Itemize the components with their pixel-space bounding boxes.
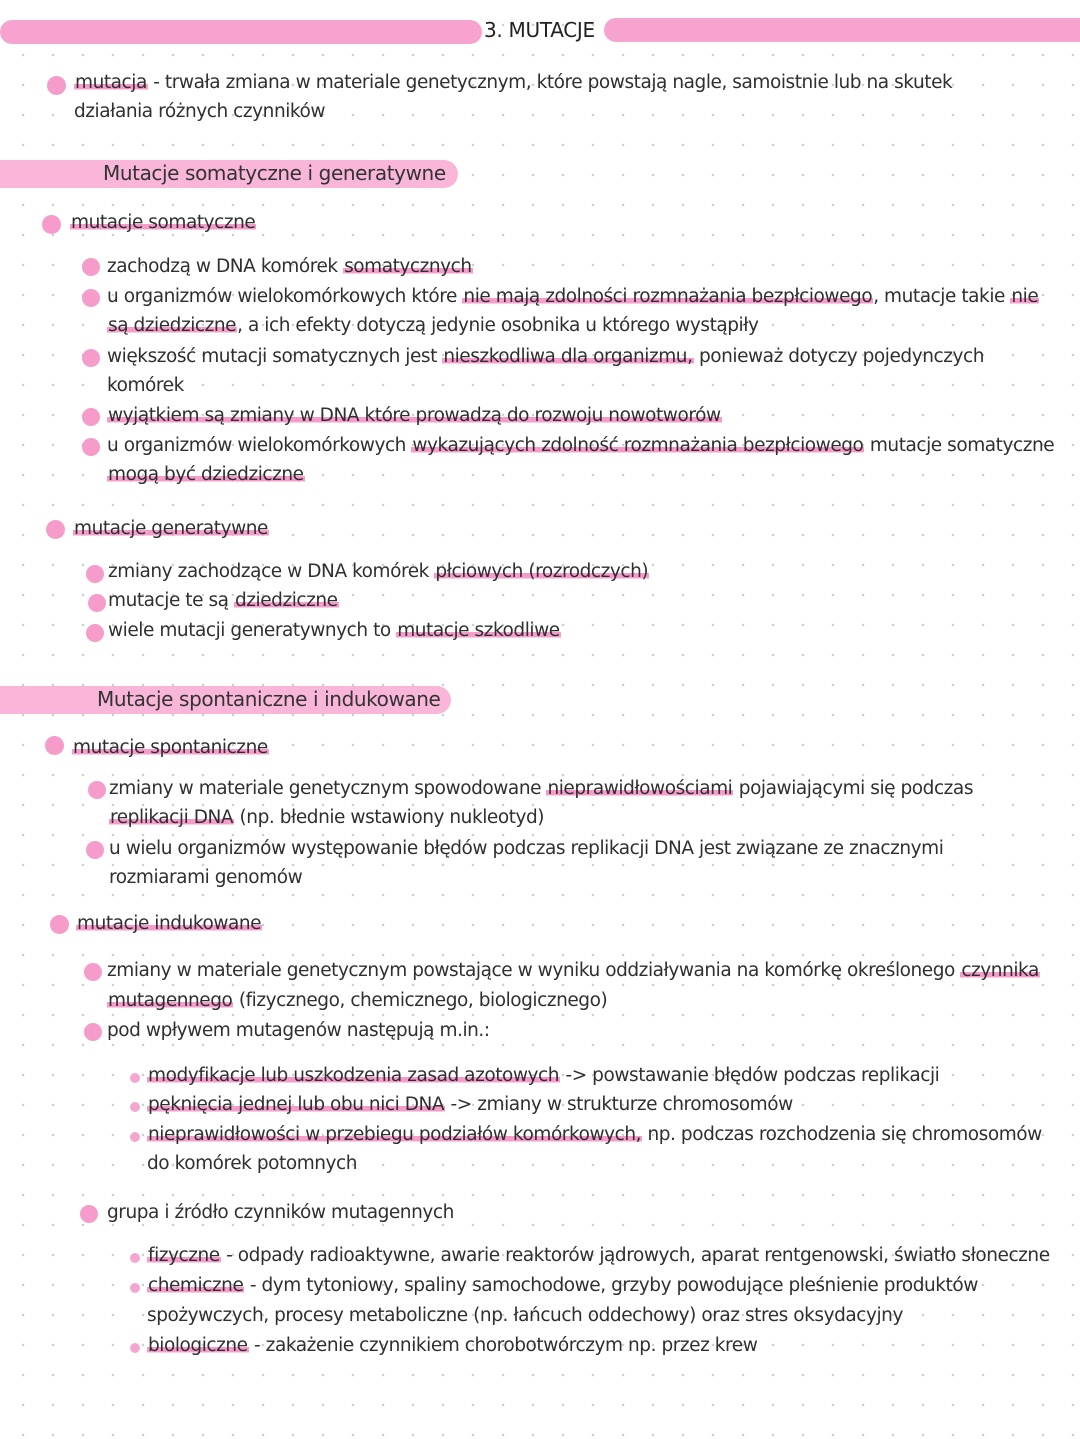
somatic-bullet-4: wyjątkiem są zmiany w DNA które prowadzą do rozwoju nowotworów	[108, 405, 721, 426]
somatic-bullet-5: u organizmów wielokomórkowych wykazujących zdolność rozmnażania bezpłciowego mutacje somatyczne	[107, 435, 1055, 456]
heading-spontaneous: mutacje spontaniczne	[73, 737, 268, 758]
somatic-bullet-3: większość mutacji somatycznych jest nieszkodliwa dla organizmu, ponieważ dotyczy pojedynczych	[107, 346, 984, 367]
factor-biological: biologiczne - zakażenie czynnikiem chorobotwórczym np. przez krew	[148, 1335, 758, 1356]
spontaneous-bullet-1: zmiany w materiale genetycznym spowodowane nieprawidłowościami pojawiającymi się podczas	[109, 778, 974, 799]
bullet-icon	[84, 963, 102, 981]
bullet-icon	[47, 76, 66, 95]
bullet-icon	[82, 258, 100, 276]
section-title-somatic-generative: Mutacje somatyczne i generatywne	[103, 161, 446, 185]
induced-bullet-3: grupa i źródło czynników mutagennych	[107, 1202, 454, 1223]
heading-induced: mutacje indukowane	[77, 913, 262, 934]
spontaneous-bullet-1-cont: replikacji DNA (np. błednie wstawiony nukleotyd)	[110, 807, 545, 828]
bullet-icon	[88, 781, 106, 799]
somatic-bullet-2-cont: są dziedziczne, a ich efekty dotyczą jedynie osobnika u którego wystąpiły	[108, 315, 759, 336]
bullet-icon	[45, 736, 64, 755]
bullet-icon	[82, 408, 100, 426]
somatic-bullet-3-cont: komórek	[107, 375, 184, 396]
sub-bullet-icon	[130, 1283, 140, 1293]
induced-sub-bullet-2: pęknięcia jednej lub obu nici DNA -> zmiany w strukturze chromosomów	[148, 1094, 793, 1115]
page-title: 3. MUTACJE	[484, 18, 595, 42]
sub-bullet-icon	[130, 1073, 140, 1083]
bullet-icon	[86, 841, 104, 859]
induced-sub-bullet-3-cont: do komórek potomnych	[147, 1153, 358, 1174]
bullet-icon	[86, 624, 104, 642]
somatic-bullet-2: u organizmów wielokomórkowych które nie mają zdolności rozmnażania bezpłciowego, mutacje takie nie	[107, 286, 1039, 307]
somatic-bullet-1: zachodzą w DNA komórek somatycznych	[107, 256, 472, 277]
induced-bullet-2: pod wpływem mutagenów następują m.in.:	[107, 1020, 490, 1041]
heading-generative: mutacje generatywne	[74, 518, 268, 539]
bullet-icon	[88, 594, 106, 612]
title-bar-left	[0, 20, 482, 44]
bullet-icon	[46, 520, 65, 539]
factor-physical: fizyczne - odpady radioaktywne, awarie reaktorów jądrowych, aparat rentgenowski, światło słoneczne	[148, 1245, 1050, 1266]
induced-bullet-1: zmiany w materiale genetycznym powstające w wyniku oddziaływania na komórkę określonego czynnika	[107, 960, 1039, 981]
section-title-spontaneous-induced: Mutacje spontaniczne i indukowane	[97, 687, 441, 711]
bullet-icon	[80, 1205, 98, 1223]
factor-chemical-cont: spożywczych, procesy metaboliczne (np. łańcuch oddechowy) oraz stres oksydacyjny	[147, 1305, 903, 1326]
sub-bullet-icon	[130, 1132, 140, 1142]
bullet-icon	[82, 289, 100, 307]
sub-bullet-icon	[130, 1343, 140, 1353]
somatic-bullet-5-cont: mogą być dziedziczne	[108, 464, 304, 485]
generative-bullet-2: mutacje te są dziedziczne	[108, 590, 338, 611]
generative-bullet-1: zmiany zachodzące w DNA komórek płciowych (rozrodczych)	[108, 561, 649, 582]
bullet-icon	[84, 1023, 102, 1041]
bullet-icon	[82, 438, 100, 456]
induced-bullet-1-cont: mutagennego (fizycznego, chemicznego, biologicznego)	[108, 990, 608, 1011]
definition-term: mutacja	[75, 72, 147, 93]
spontaneous-bullet-2-cont: rozmiarami genomów	[109, 867, 303, 888]
bullet-icon	[50, 915, 69, 934]
title-bar-right	[604, 18, 1080, 42]
generative-bullet-3: wiele mutacji generatywnych to mutacje szkodliwe	[108, 620, 560, 641]
bullet-icon	[86, 565, 104, 583]
factor-chemical: chemiczne - dym tytoniowy, spaliny samochodowe, grzyby powodujące pleśnienie produktów	[148, 1275, 978, 1296]
induced-sub-bullet-3: nieprawidłowości w przebiegu podziałów komórkowych, np. podczas rozchodzenia się chromosomów	[148, 1124, 1042, 1145]
heading-somatic: mutacje somatyczne	[71, 212, 256, 233]
induced-sub-bullet-1: modyfikacje lub uszkodzenia zasad azotowych -> powstawanie błędów podczas replikacji	[148, 1065, 940, 1086]
sub-bullet-icon	[130, 1253, 140, 1263]
definition-line-2: działania różnych czynników	[74, 101, 326, 122]
spontaneous-bullet-2: u wielu organizmów występowanie błędów podczas replikacji DNA jest związane ze znacznymi	[109, 838, 944, 859]
bullet-icon	[82, 349, 100, 367]
bullet-icon	[42, 215, 61, 234]
definition-line-1: mutacja - trwała zmiana w materiale genetycznym, które powstają nagle, samoistnie lub na skutek	[75, 72, 953, 93]
sub-bullet-icon	[130, 1102, 140, 1112]
